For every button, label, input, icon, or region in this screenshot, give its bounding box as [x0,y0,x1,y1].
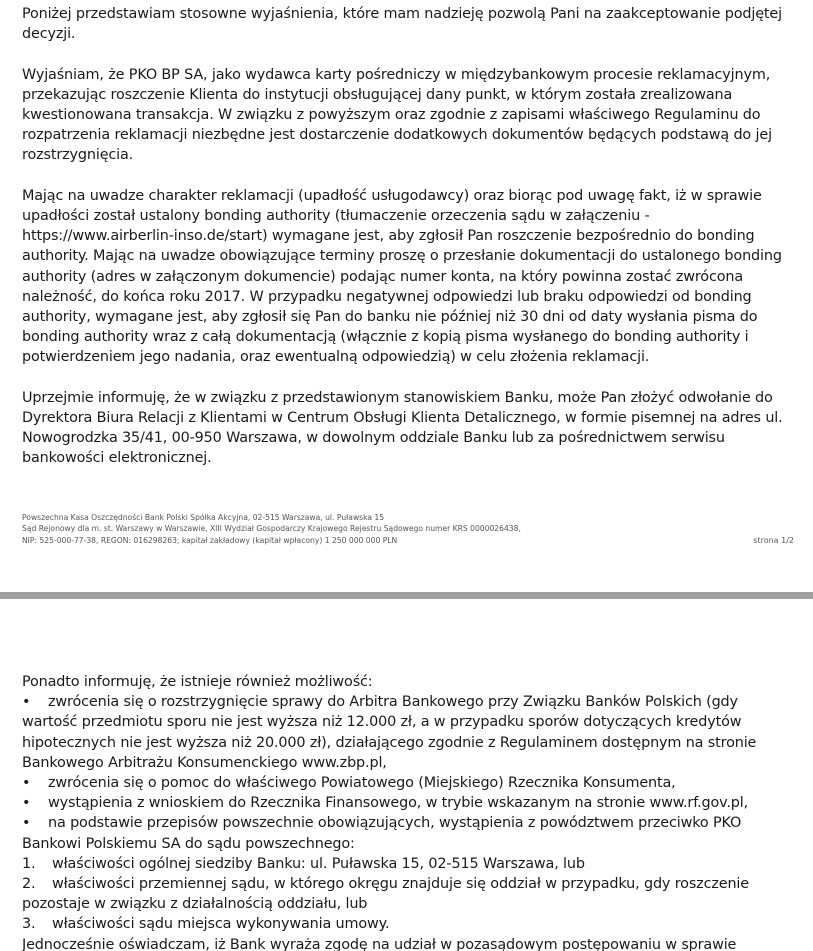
item-text: właściwości sądu miejsca wykonywania umowy. [52,916,390,933]
bullet-marker: • [22,795,31,812]
item-number: 3. [22,916,36,933]
document-page-2 [0,599,813,951]
numbered-item [22,914,802,934]
footer-court-line: Sąd Rejonowy dla m. st. Warszawy w Warszawie, XIII Wydział Gospodarczy Krajowego Rejestru Sądowego numer KRS 0000026438, [22,524,521,534]
numbered-item [22,874,802,914]
paragraph-appeal-info: Uprzejmie informuję, że w związku z przedstawionym stanowiskiem Banku, może Pan złożyć odwołanie do Dyrektora Biura Relacji z Klientami w Centrum Obsługi Klienta Detalicznego, w formie pisemnej na adres ul. Nowogrodzka 35/41, 00-950 Warszawa, w dowolnym oddziale Banku lub za pośrednictwem serwisu bankowości elektronicznej. [22,389,783,467]
page-1-body [22,4,802,489]
item-number: 1. [22,855,36,872]
numbered-item [22,854,802,874]
bullet-marker: • [22,815,31,832]
bullet-text: wystąpienia z wnioskiem do Rzecznika Finansowego, w trybie wskazanym na stronie www.rf.gov.pl, [48,795,749,812]
list-item [22,793,802,813]
bullet-text: zwrócenia się o rozstrzygnięcie sprawy do Arbitra Bankowego przy Związku Banków Polskich (gdy wartość przedmiotu sporu nie jest wyższa niż 12.000 zł, a w przypadku sporów dotyczących kredytów hipotecznych nie jest wyższa niż 20.000 zł), działającego zgodnie z Regulaminem dostępnym na stronie Bankowego Arbitrażu Konsumenckiego www.zbp.pl, [22,694,757,771]
item-text: właściwości przemiennej sądu, w którego okręgu znajduje się oddział w przypadku, gdy roszczenie pozostaje w związku z działalnością oddziału, lub [22,876,749,913]
page-footer [22,512,794,546]
footer-tax-line: NIP: 525-000-77-38, REGON: 016298263; kapitał zakładowy (kapitał wpłacony) 1 250 000 000 PLN [22,535,398,545]
closing-statement: Jednocześnie oświadczam, iż Bank wyraża zgodę na udział w pozasądowym postępowaniu w sprawie [22,936,737,951]
list-item [22,692,802,773]
page-separator [0,592,813,599]
list-item [22,813,802,853]
paragraph-explanation-intro: Poniżej przedstawiam stosowne wyjaśnienia, które mam nadzieję pozwolą Pani na zaakceptowanie podjętej decyzji. [22,6,782,43]
paragraph-bonding-authority: Mając na uwadze charakter reklamacji (upadłość usługodawcy) oraz biorąc pod uwagę fakt, iż w sprawie upadłości został ustalony bonding authority (tłumaczenie orzeczenia sądu w załączeniu - https://www.airberlin-inso.de/start) wymagane jest, aby zgłosił Pan roszczenie bezpośrednio do bonding authority. Mając na uwadze obowiązujące terminy proszę o przesłanie dokumentacji do ustalonego bonding authority (adres w załączonym dokumencie) podając numer konta, na który powinna zostać zwrócona należność, do końca roku 2017. W przypadku negatywnej odpowiedzi lub braku odpowiedzi od bonding authority, wymagane jest, aby zgłosił się Pan do banku nie później niż 30 dni od daty wysłania pisma do bonding authority wraz z całą dokumentacją (włącznie z kopią pisma wysłanego do bonding authority i potwierdzeniem jego nadania, oraz ewentualną odpowiedzią) w celu złożenia reklamacji. [22,187,782,366]
paragraph-card-issuer: Wyjaśniam, że PKO BP SA, jako wydawca karty pośredniczy w międzybankowym procesie reklamacyjnym, przekazując roszczenie Klienta do instytucji obsługującej dany punkt, w którym została zrealizowana kwestionowana transakcja. W związku z powyższym oraz zgodnie z zapisami właściwego Regulaminu do rozpatrzenia reklamacji niezbędne jest dostarczenie dodatkowych dokumentów będących podstawą do jej rozstrzygnięcia. [22,66,772,164]
bullet-marker: • [22,775,31,792]
bullet-text: na podstawie przepisów powszechnie obowiązujących, wystąpienia z powództwem przeciwko PKO Bankowi Polskiemu SA do sądu powszechnego: [22,815,742,852]
page-2-body [22,672,802,951]
footer-company-line: Powszechna Kasa Oszczędności Bank Polski Spółka Akcyjna, 02-515 Warszawa, ul. Puławska 15 [22,513,385,522]
options-intro: Ponadto informuję, że istnieje również możliwość: [22,674,373,690]
item-text: właściwości ogólnej siedziby Banku: ul. Puławska 15, 02-515 Warszawa, lub [52,855,585,872]
bullet-text: zwrócenia się o pomoc do właściwego Powiatowego (Miejskiego) Rzecznika Konsumenta, [48,775,676,792]
list-item [22,773,802,793]
item-number: 2. [22,876,36,893]
page-number: strona 1/2 [753,535,794,545]
bullet-marker: • [22,694,31,711]
